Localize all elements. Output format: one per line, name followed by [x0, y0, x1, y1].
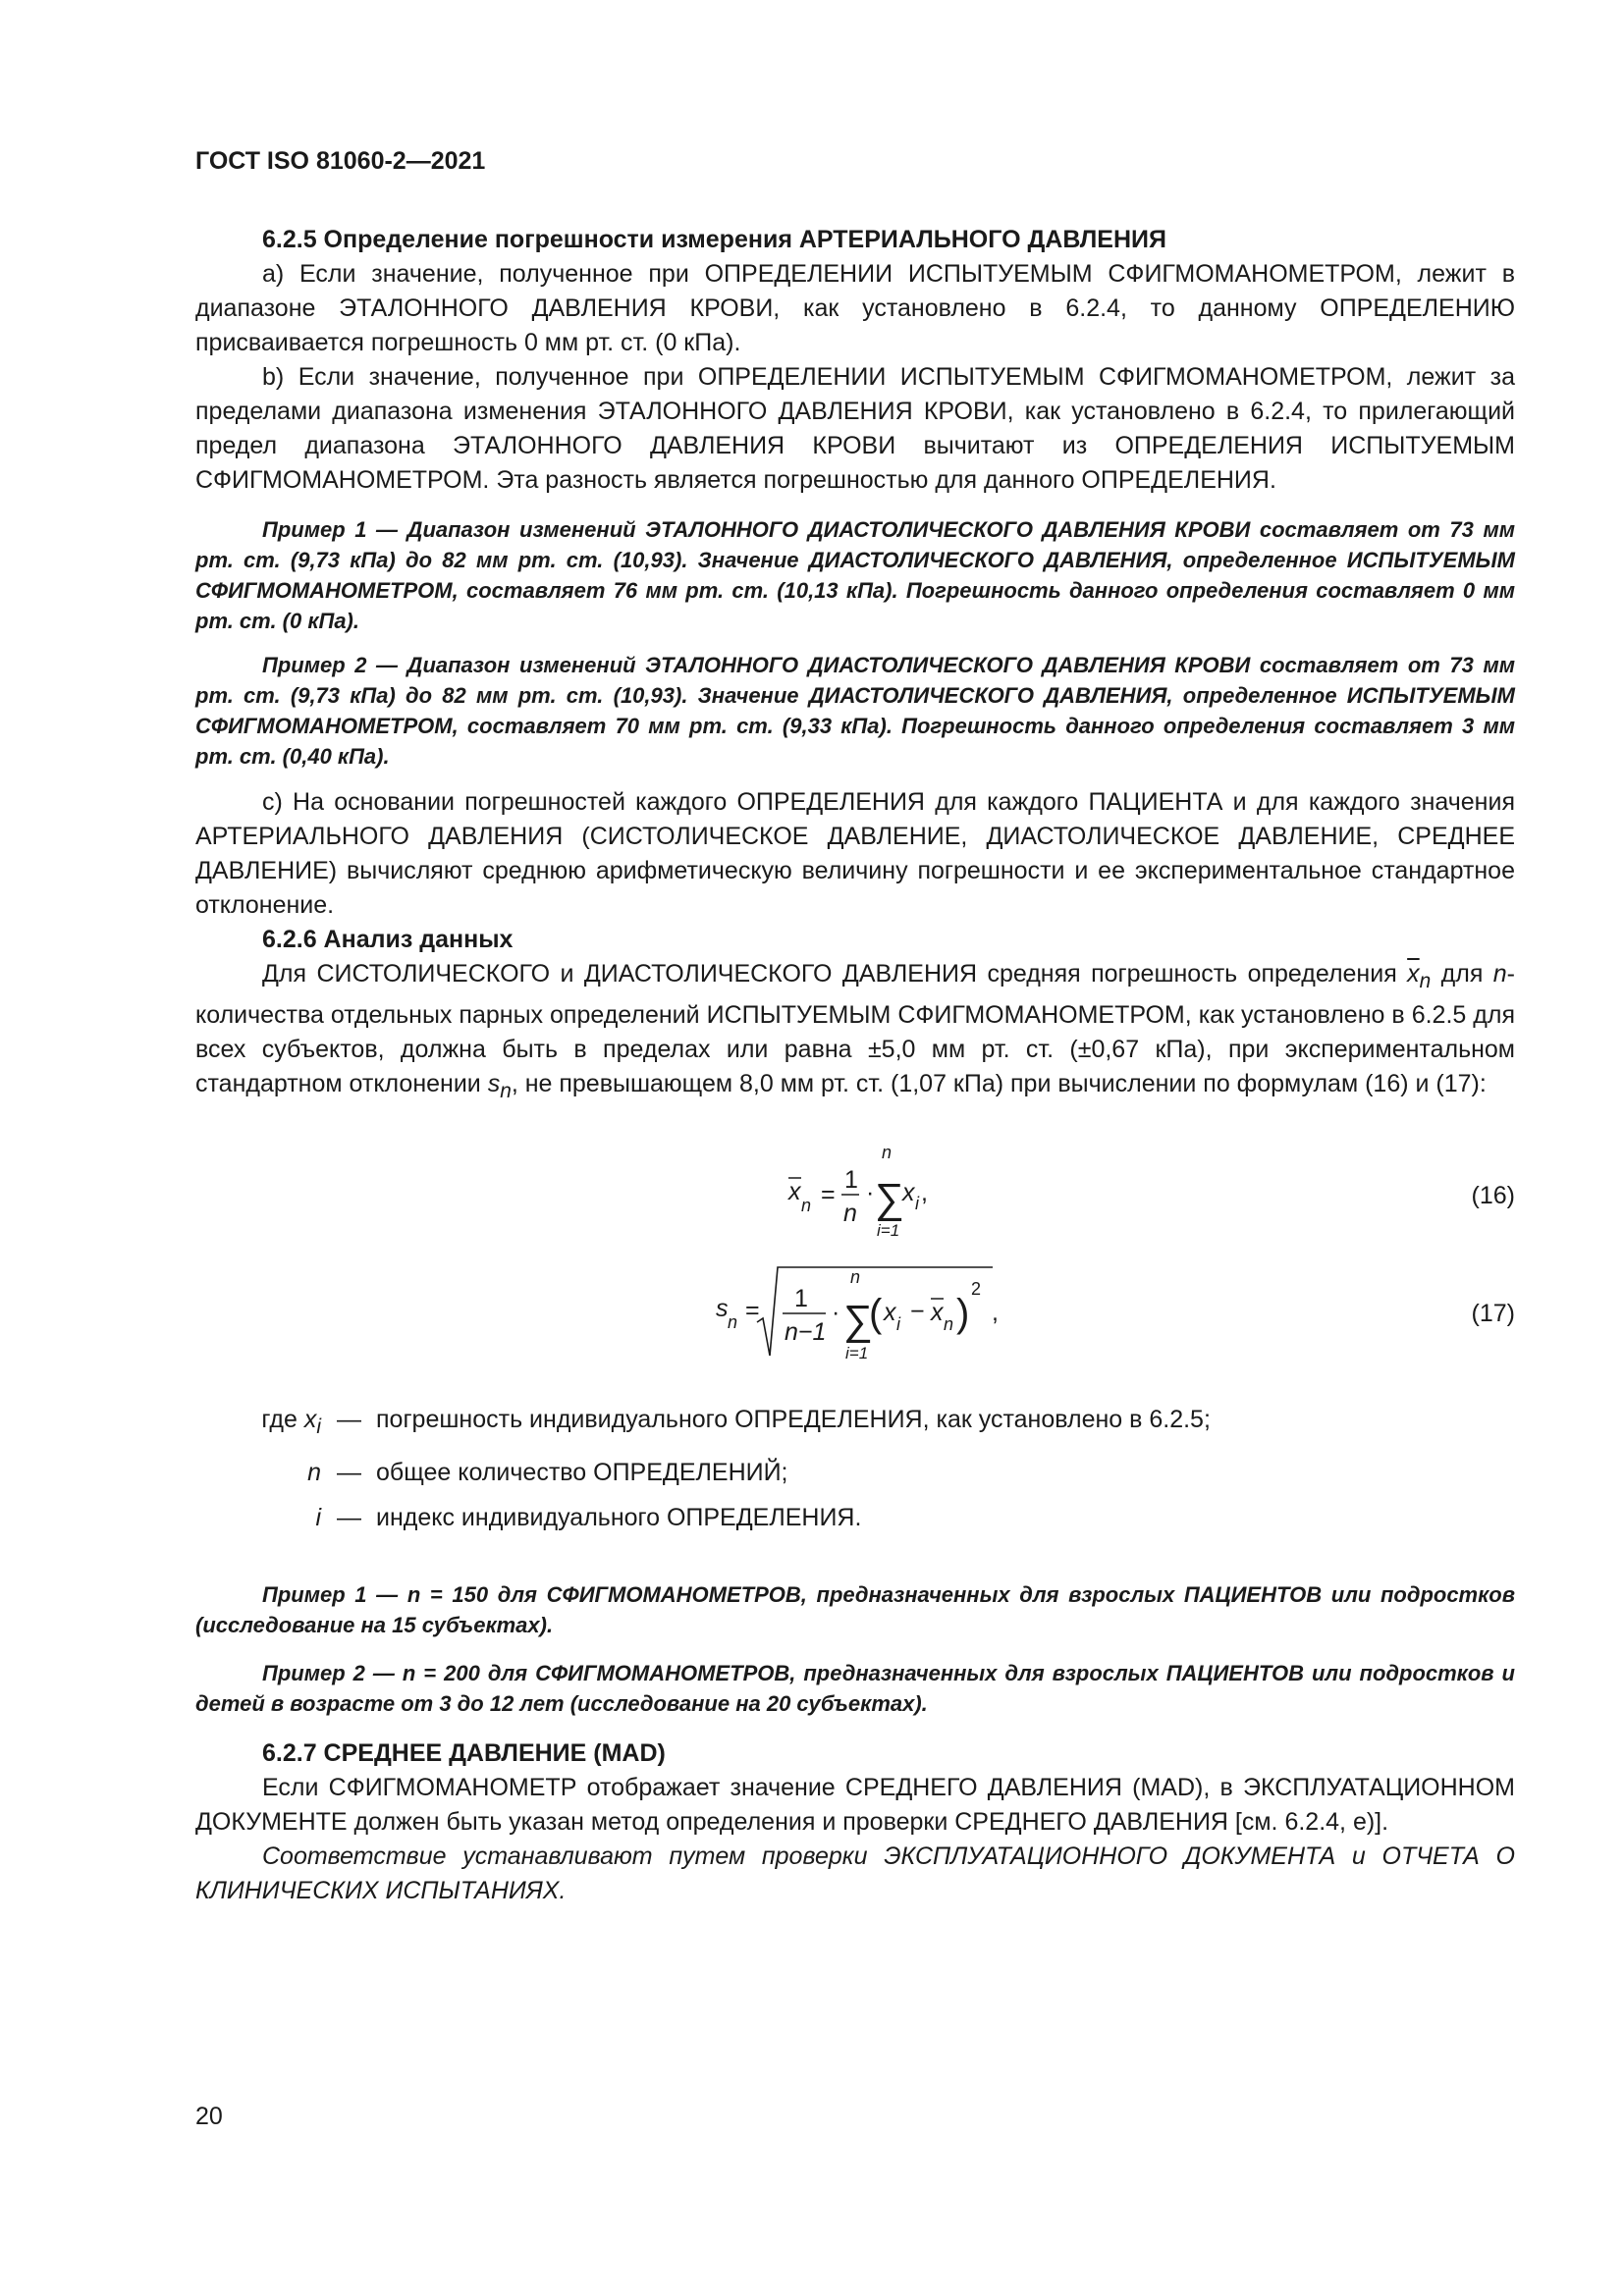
- paragraph-mad: Если СФИГМОМАНОМЕТР отображает значение СРЕДНЕГО ДАВЛЕНИЯ (MAD), в ЭКСПЛУАТАЦИОННОМ ДОКУМЕНТЕ должен быть указан метод определения и проверки СРЕДНЕГО ДАВЛЕНИЯ [см. 6.2.4, е)].: [195, 1774, 1515, 1836]
- paragraph-c: c) На основании погрешностей каждого ОПРЕДЕЛЕНИЯ для каждого ПАЦИЕНТА и для каждого значения АРТЕРИАЛЬНОГО ДАВЛЕНИЯ (СИСТОЛИЧЕСКОЕ ДАВЛЕНИЕ, ДИАСТОЛИЧЕСКОЕ ДАВЛЕНИЕ, СРЕДНЕЕ ДАВЛЕНИЕ) вычисляют среднюю арифметическую величину погрешности и ее экспериментальное стандартное отклонение.: [195, 788, 1515, 919]
- paragraph-compliance: Соответствие устанавливают путем проверки ЭКСПЛУАТАЦИОННОГО ДОКУМЕНТА и ОТЧЕТА О КЛИНИЧЕСКИХ ИСПЫТАНИЯХ.: [195, 1842, 1515, 1904]
- f17-sum-bottom: i=1: [845, 1344, 869, 1362]
- section-6-2-5-heading: 6.2.5 Определение погрешности измерения АРТЕРИАЛЬНОГО ДАВЛЕНИЯ: [262, 226, 1166, 253]
- page-number: 20: [195, 2103, 223, 2130]
- f17-eq: =: [745, 1297, 760, 1324]
- formula-17: [195, 1257, 1515, 1365]
- f17-sum-top-n: n: [850, 1267, 861, 1287]
- f17-xbar: x: [931, 1299, 944, 1326]
- f17-xbar-sub: n: [944, 1314, 954, 1334]
- paragraph-data-analysis: Для СИСТОЛИЧЕСКОГО и ДИАСТОЛИЧЕСКОГО ДАВЛЕНИЯ средняя погрешность определения $\overline{x}_n$ для n-количества отдельных парных определений ИСПЫТУЕМЫМ СФИГМОМАНОМЕТРОМ, как установлено в 6.2.5 для всех субъектов, должна быть в пределах или равна ±5,0 мм рт. ст. (±0,67 кПа), при экспериментальном стандартном отклонении $s_n$, не превышающем 8,0 мм рт. ст. (1,07 кПа) при вычислении по формулам (16) и (17):: [195, 960, 1515, 1102]
- f16-sum-sign: ∑: [875, 1175, 904, 1221]
- f17-rparen: ): [956, 1292, 970, 1335]
- f16-sum-bottom: i=1: [877, 1221, 900, 1240]
- f16-eq: =: [821, 1181, 836, 1208]
- f16-x: x: [788, 1178, 801, 1205]
- section-6-2-7-heading: 6.2.7 СРЕДНЕЕ ДАВЛЕНИЕ (MAD): [262, 1739, 666, 1767]
- page-content: [195, 147, 1515, 1908]
- f16-xi-x: x: [902, 1179, 915, 1206]
- paragraph-b: b) Если значение, полученное при ОПРЕДЕЛЕНИИ ИСПЫТУЕМЫМ СФИГМОМАНОМЕТРОМ, лежит за пределами диапазона изменения ЭТАЛОННОГО ДАВЛЕНИЯ КРОВИ, как установлено в 6.2.4, то прилегающий предел диапазона ЭТАЛОННОГО ДАВЛЕНИЯ КРОВИ вычитают из ОПРЕДЕЛЕНИЯ ИСПЫТУЕМЫМ СФИГМОМАНОМЕТРОМ. Эта разность является погрешностью для данного ОПРЕДЕЛЕНИЯ.: [195, 363, 1515, 494]
- f17-s: s: [716, 1295, 729, 1322]
- f17-sum-sign: ∑: [843, 1297, 873, 1343]
- f16-x-sub-n: n: [801, 1196, 812, 1215]
- f17-lparen: (: [869, 1292, 883, 1335]
- section-6-2-6-heading: 6.2.6 Анализ данных: [262, 926, 514, 953]
- formula-16-svg: [195, 1146, 1177, 1248]
- f17-dot: ·: [832, 1299, 840, 1326]
- f17-minus: −: [910, 1298, 925, 1325]
- example-2-625: Пример 2 — Диапазон изменений ЭТАЛОННОГО ДИАСТОЛИЧЕСКОГО ДАВЛЕНИЯ КРОВИ составляет от 73 мм рт. ст. (9,73 кПа) до 82 мм рт. ст. (10,93). Значение ДИАСТОЛИЧЕСКОГО ДАВЛЕНИЯ, определенное ИСПЫТУЕМЫМ СФИГМОМАНОМЕТРОМ, составляет 70 мм рт. ст. (9,33 кПа). Погрешность данного определения составляет 3 мм рт. ст. (0,40 кПа).: [195, 653, 1515, 769]
- f17-comma: ,: [992, 1299, 999, 1326]
- where-item-i: i — индекс индивидуального ОПРЕДЕЛЕНИЯ.: [315, 1504, 862, 1531]
- example-1-625: Пример 1 — Диапазон изменений ЭТАЛОННОГО ДИАСТОЛИЧЕСКОГО ДАВЛЕНИЯ КРОВИ составляет от 73 мм рт. ст. (9,73 кПа) до 82 мм рт. ст. (10,93). Значение ДИАСТОЛИЧЕСКОГО ДАВЛЕНИЯ, определенное ИСПЫТУЕМЫМ СФИГМОМАНОМЕТРОМ, составляет 76 мм рт. ст. (10,13 кПа). Погрешность данного определения составляет 0 мм рт. ст. (0 кПа).: [195, 517, 1515, 633]
- paragraph-a: а) Если значение, полученное при ОПРЕДЕЛЕНИИ ИСПЫТУЕМЫМ СФИГМОМАНОМЕТРОМ, лежит в диапазоне ЭТАЛОННОГО ДАВЛЕНИЯ КРОВИ, как установлено в 6.2.4, то данному ОПРЕДЕЛЕНИЮ присваивается погрешность 0 мм рт. ст. (0 кПа).: [195, 260, 1515, 356]
- equation-16-number: (16): [1471, 1182, 1515, 1209]
- document-header: ГОСТ ISO 81060-2—2021: [195, 147, 486, 175]
- where-list: [195, 1397, 1515, 1540]
- formula-17-svg: [195, 1257, 1177, 1365]
- f16-one: 1: [844, 1166, 858, 1194]
- f17-power: 2: [971, 1279, 982, 1299]
- f16-xi-sub: i: [915, 1194, 919, 1213]
- f17-xi-sub: i: [896, 1314, 900, 1334]
- f17-s-sub-n: n: [728, 1312, 738, 1332]
- where-item-xi: где $x_i$ — погрешность индивидуального ОПРЕДЕЛЕНИЯ, как установлено в 6.2.5;: [261, 1406, 1211, 1438]
- example-2-626: Пример 2 — n = 200 для СФИГМОМАНОМЕТРОВ, предназначенных для взрослых ПАЦИЕНТОВ или подростков и детей в возрасте от 3 до 12 лет (исследование на 20 субъектах).: [195, 1661, 1515, 1716]
- example-1-626: Пример 1 — n = 150 для СФИГМОМАНОМЕТРОВ, предназначенных для взрослых ПАЦИЕНТОВ или подростков (исследование на 15 субъектах).: [195, 1582, 1515, 1637]
- f16-comma: ,: [921, 1179, 928, 1206]
- f16-den-n: n: [843, 1200, 857, 1227]
- equation-17-number: (17): [1471, 1300, 1515, 1327]
- f16-dot: ·: [866, 1179, 875, 1206]
- f17-xi: x: [884, 1299, 896, 1326]
- where-item-n: n — общее количество ОПРЕДЕЛЕНИЙ;: [307, 1459, 788, 1486]
- formula-16: [195, 1146, 1515, 1248]
- f17-one: 1: [794, 1285, 808, 1312]
- f16-sum-top-n: n: [882, 1146, 893, 1162]
- f17-den: n−1: [785, 1318, 827, 1346]
